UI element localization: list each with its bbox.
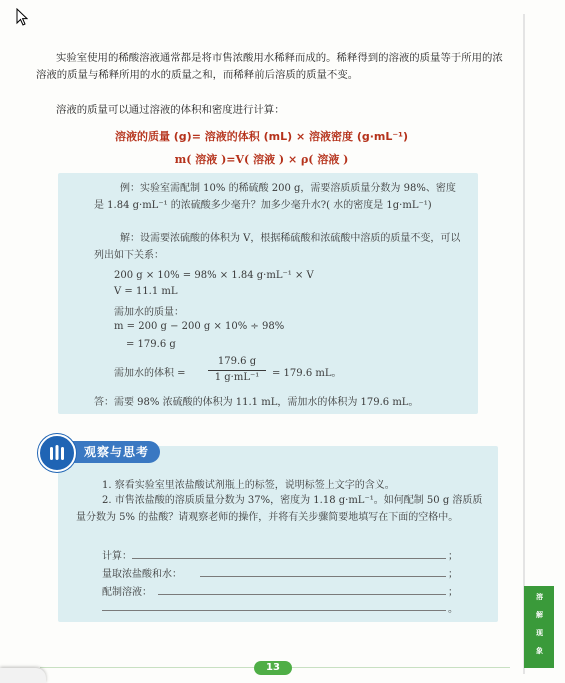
fraction-denominator: 1 g·mL⁻¹ — [214, 372, 260, 383]
extra-period: 。 — [448, 604, 458, 615]
badge-circle — [38, 434, 76, 472]
example-solution: 解：设需要浓硫酸的体积为 V，根据稀硫酸和浓硫酸中溶质的质量不变，可以列出如下关系： — [94, 233, 461, 261]
mouse-cursor-icon — [16, 8, 28, 26]
chapter-side-tab — [524, 586, 554, 668]
observe-think-badge — [38, 434, 162, 468]
side-tab-char-3: 现 — [536, 629, 543, 637]
measure-label: 量取浓盐酸和水： — [102, 569, 182, 580]
side-tab-char-2: 解 — [536, 611, 543, 619]
calc-blank[interactable] — [132, 558, 446, 559]
extra-blank[interactable] — [102, 610, 446, 611]
example-equation-3: m = 200 g − 200 g × 10% ÷ 98% — [114, 321, 285, 332]
side-tab-char-1: 溶 — [536, 593, 543, 601]
example-equation-2: V = 11.1 mL — [114, 286, 178, 297]
example-equation-4: = 179.6 g — [126, 339, 176, 350]
prepare-semicolon: ； — [448, 587, 458, 598]
fraction-bar — [208, 370, 266, 371]
example-equation-1: 200 g × 10% = 98% × 1.84 g·mL⁻¹ × V — [114, 270, 314, 281]
measure-blank[interactable] — [200, 576, 446, 577]
formula-symbolic: m( 溶液 )=V( 溶液 ) × ρ( 溶液 ) — [174, 153, 349, 166]
badge-label: 观察与思考 — [84, 445, 150, 459]
example-water-volume-label: 需加水的体积 = — [114, 368, 186, 379]
page-edge — [523, 14, 525, 674]
intro-formula-lead: 溶液的质量可以通过溶液的体积和密度进行计算： — [56, 104, 285, 116]
intro-paragraph: 实验室使用的稀酸溶液通常都是将市售浓酸用水稀释而成的。稀释得到的溶液的质量等于所用的浓溶液的质量与稀释所用的水的质量之和，而稀释前后溶质的质量不变。 — [36, 52, 503, 81]
example-water-mass-label: 需加水的质量： — [114, 307, 184, 318]
observe-item-1: 1. 察看实验室里浓盐酸试剂瓶上的标签，说明标签上文字的含义。 — [102, 480, 395, 491]
formula-mass-volume-density: 溶液的质量 (g)= 溶液的体积 (mL) × 溶液密度 (g·mL⁻¹) — [114, 130, 409, 143]
fraction-result: = 179.6 mL。 — [272, 368, 342, 379]
corner-widget[interactable] — [0, 668, 46, 683]
example-question: 例：实验室需配制 10% 的稀硫酸 200 g，需要溶质质量分数为 98%、密度是 1.84 g·mL⁻¹ 的浓硫酸多少毫升？加多少毫升水?( 水的密度是 1g·mL⁻¹) — [94, 183, 456, 211]
prepare-blank[interactable] — [158, 594, 446, 595]
calc-semicolon: ； — [448, 551, 458, 562]
prepare-label: 配制溶液： — [102, 587, 152, 598]
measure-semicolon: ； — [448, 569, 458, 580]
fraction-numerator: 179.6 g — [217, 356, 257, 367]
page-number: 13 — [254, 661, 292, 675]
example-box — [58, 173, 478, 414]
example-answer: 答：需要 98% 浓硫酸的体积为 11.1 mL，需加水的体积为 179.6 mL。 — [94, 397, 419, 408]
test-tubes-icon — [48, 444, 66, 462]
side-tab-char-4: 象 — [536, 647, 543, 655]
calc-label: 计算： — [102, 551, 132, 562]
observe-item-2: 2. 市售浓盐酸的溶质质量分数为 37%，密度为 1.18 g·mL⁻¹。如何配制 50 g 溶质质量分数为 5% 的盐酸？请观察老师的操作，并将有关步骤简要地填写在下面的空格中。 — [76, 495, 483, 523]
